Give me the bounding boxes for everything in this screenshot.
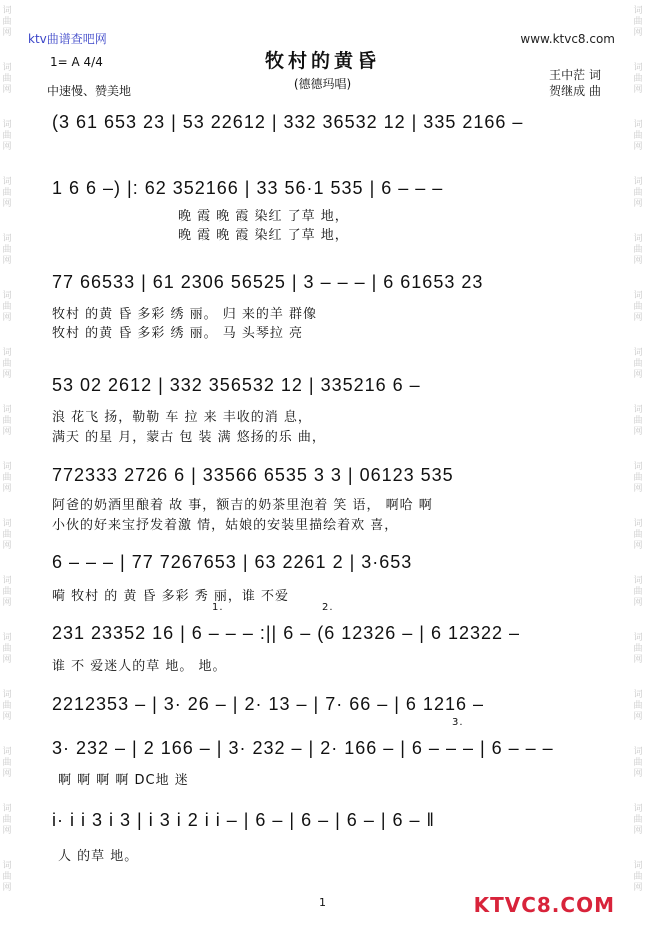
system-10-lyric-1: 人 的草 地。 [58, 849, 139, 864]
watermark-text: 词曲网 [633, 348, 643, 380]
watermark-text: 词曲网 [633, 177, 643, 209]
system-7-lyric-1: 谁 不 爱迷人的草 地。 地。 [52, 659, 227, 674]
watermark-text: 词曲网 [2, 747, 12, 779]
lyricist-credit: 王中茫 词 [549, 68, 601, 82]
page-number: 1 [319, 896, 326, 909]
key-signature: 1= A 4/4 [50, 55, 103, 69]
system-4-lyric-1: 浪 花飞 扬，勒勒 车 拉 来 丰收的消 息， [52, 410, 312, 425]
composer-credit: 贺继成 曲 [549, 84, 601, 98]
system-2-lyric-2: 晚 霞 晚 霞 染红 了草 地， [178, 228, 349, 243]
watermark-text: 词曲网 [2, 63, 12, 95]
system-1-notes: (3 61 653 23 | 53 22612 | 332 36532 12 | 335 2166 – [52, 112, 524, 132]
watermark-text: 词曲网 [2, 690, 12, 722]
watermark-text: 词曲网 [633, 405, 643, 437]
watermark-text: 词曲网 [633, 633, 643, 665]
watermark-text: 词曲网 [2, 804, 12, 836]
volta-second: 2. [322, 602, 334, 613]
watermark-text: 词曲网 [2, 234, 12, 266]
system-9-lyric-1: 啊 啊 啊 啊 DC地 迷 [58, 773, 189, 788]
system-3-lyric-2: 牧村 的黄 昏 多彩 绣 丽。 马 头琴拉 亮 [52, 326, 304, 341]
watermark-text: 词曲网 [633, 804, 643, 836]
watermark-text: 词曲网 [633, 519, 643, 551]
song-title: 牧村的黄昏 [264, 50, 380, 72]
system-6-notes: 6 – – – | 77 7267653 | 63 2261 2 | 3·653 [52, 552, 413, 572]
system-2-lyric-1: 晚 霞 晚 霞 染红 了草 地， [178, 209, 349, 224]
tempo-marking: 中速慢、赞美地 [47, 84, 132, 98]
system-4-lyric-2: 满天 的星 月，蒙古 包 装 满 悠扬的乐 曲， [52, 430, 326, 445]
watermark-text: 词曲网 [633, 120, 643, 152]
system-3-lyric-1: 牧村 的黄 昏 多彩 绣 丽。 归 来的羊 群像 [52, 307, 318, 322]
watermark-text: 词曲网 [633, 63, 643, 95]
volta-third: 3. [452, 717, 464, 728]
system-8-notes: 2212353 – | 3· 26 – | 2· 13 – | 7· 66 – | 6 1216 – [52, 694, 484, 714]
watermark-text: 词曲网 [2, 462, 12, 494]
system-4-notes: 53 02 2612 | 332 356532 12 | 335216 6 – [52, 375, 421, 395]
watermark-text: 词曲网 [633, 6, 643, 38]
system-9-notes: 3· 232 – | 2 166 – | 3· 232 – | 2· 166 – | 6 – – – | 6 – – – [52, 738, 554, 758]
watermark-text: 词曲网 [2, 519, 12, 551]
watermark-text: 词曲网 [2, 177, 12, 209]
watermark-text: 词曲网 [2, 633, 12, 665]
watermark-text: 词曲网 [2, 405, 12, 437]
system-6-lyric-1: 嗬 牧村 的 黄 昏 多彩 秀 丽，谁 不爱 [52, 589, 290, 604]
site-url-right: www.ktvc8.com [520, 32, 615, 46]
system-3-notes: 77 66533 | 61 2306 56525 | 3 – – – | 6 61653 23 [52, 272, 484, 292]
watermark-text: 词曲网 [2, 6, 12, 38]
system-2-notes: 1 6 6 –) |: 62 352166 | 33 56·1 535 | 6 – – – [52, 178, 444, 198]
system-10-notes: i· i i 3 i 3 | i 3 i 2 i i – | 6 – | 6 – | 6 – | 6 – ‖ [52, 810, 435, 830]
system-7-notes: 231 23352 16 | 6 – – – :|| 6 – (6 12326 – | 6 12322 – [52, 623, 521, 643]
watermark-text: 词曲网 [2, 120, 12, 152]
singer-credit: (德德玛唱) [293, 77, 352, 91]
system-5-notes: 772333 2726 6 | 33566 6535 3 3 | 06123 535 [52, 465, 454, 485]
watermark-text: 词曲网 [633, 234, 643, 266]
watermark-text: 词曲网 [633, 291, 643, 323]
watermark-text: 词曲网 [2, 861, 12, 893]
watermark-left [2, 6, 12, 918]
watermark-text: 词曲网 [633, 576, 643, 608]
site-name-left: ktv曲谱查吧网 [28, 32, 107, 46]
system-5-lyric-2: 小伙的好来宝抒发着激 情，姑娘的安装里描绘着欢 喜， [52, 518, 399, 533]
watermark-text: 词曲网 [633, 861, 643, 893]
watermark-right [633, 6, 643, 918]
watermark-text: 词曲网 [2, 291, 12, 323]
watermark-text: 词曲网 [633, 462, 643, 494]
volta-first: 1. [212, 602, 224, 613]
watermark-text: 词曲网 [2, 576, 12, 608]
watermark-text: 词曲网 [633, 690, 643, 722]
system-5-lyric-1: 阿爸的奶酒里酿着 故 事，额吉的奶茶里泡着 笑 语， 啊哈 啊 [52, 498, 433, 513]
site-logo: KTVC8.COM [473, 893, 615, 917]
watermark-text: 词曲网 [633, 747, 643, 779]
watermark-text: 词曲网 [2, 348, 12, 380]
